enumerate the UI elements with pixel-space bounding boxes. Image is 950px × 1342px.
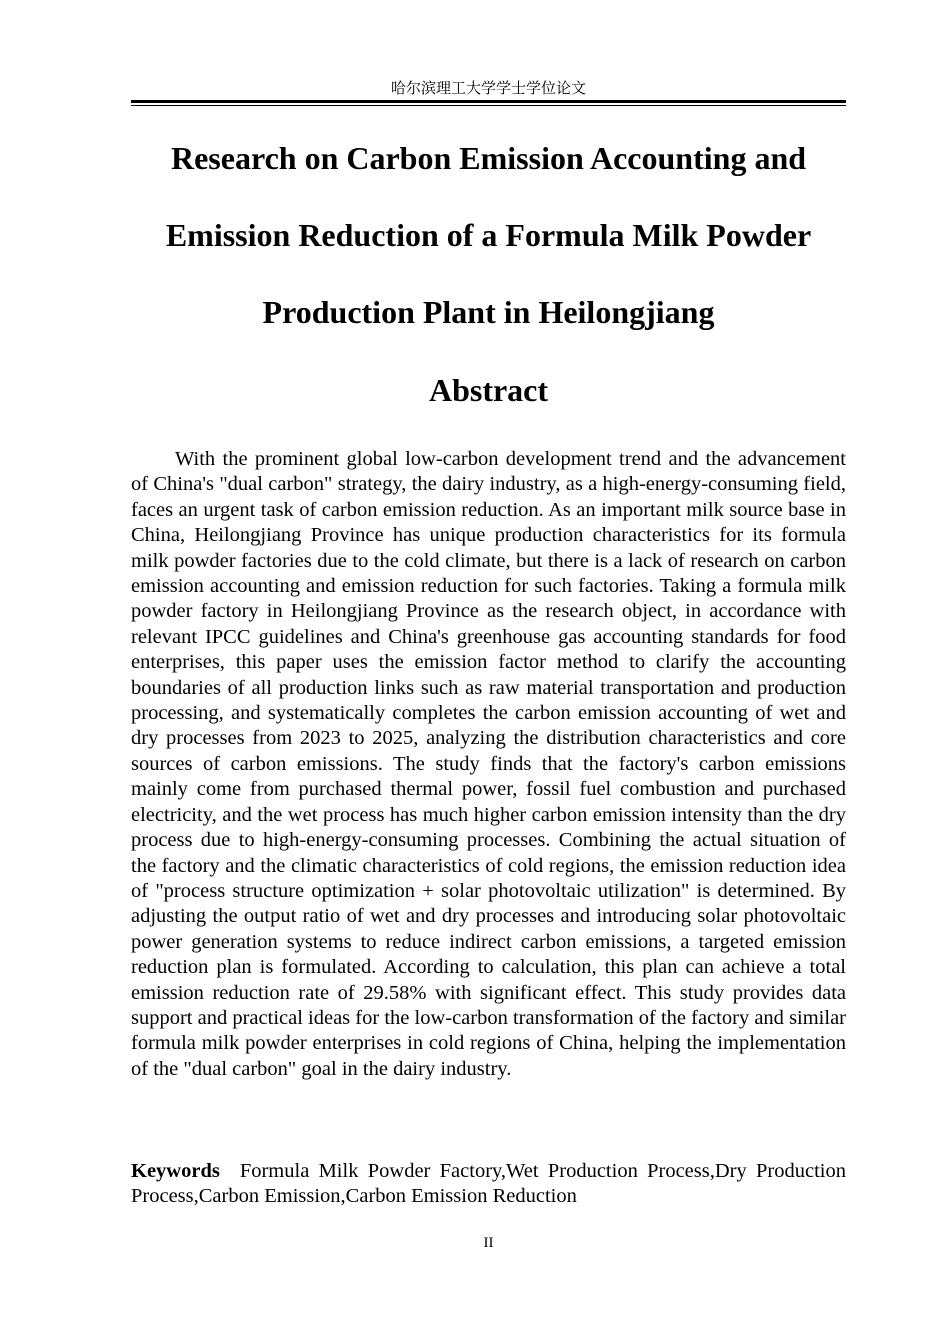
abstract-body: With the prominent global low-carbon development trend and the advancement of China's "dual carbon" strategy, the dairy industry, as a high-energy-consuming field, faces an urgent task of carbon emission reduction. As an important milk source base in China, Heilongjiang Province has unique production characteristics for its formula milk powder factories due to the cold climate, but there is a lack of research on carbon emission accounting and emission reduction for such factories. Taking a formula milk powder factory in Heilongjiang Province as the research object, in accordance with relevant IPCC guidelines and China's greenhouse gas accounting standards for food enterprises, this paper uses the emission factor method to clarify the accounting boundaries of all production links such as raw material transportation and production processing, and systematically completes the carbon emission accounting of wet and dry processes from 2023 to 2025, analyzing the distribution characteristics and core sources of carbon emissions. The study finds that the factory's carbon emissions mainly come from purchased thermal power, fossil fuel combustion and purchased electricity, and the wet process has much higher carbon emission intensity than the dry process due to high-energy-consuming processes. Combining the actual situation of the factory and the climatic characteristics of cold regions, the emission reduction idea of "process structure optimization + solar photovoltaic utilization" is determined. By adjusting the output ratio of wet and dry processes and introducing solar photovoltaic power generation systems to reduce indirect carbon emissions, a targeted emission reduction plan is formulated. According to calculation, this plan can achieve a total emission reduction rate of 29.58% with significant effect. This study provides data support and practical ideas for the low-carbon transformation of the factory and similar formula milk powder enterprises in cold regions of China, helping the implementation of the "dual carbon" goal in the dairy industry.: [131, 448, 846, 1080]
running-header: 哈尔滨理工大学学士学位论文: [390, 79, 586, 97]
header-rule-thick: [131, 100, 846, 103]
header-rule-thin: [131, 105, 846, 106]
abstract-heading: Abstract: [428, 372, 549, 408]
keywords-text: Formula Milk Powder Factory,Wet Production Process,Dry Production Process,Carbon Emission,Carbon Emission Reduction: [131, 1160, 846, 1208]
keywords-paragraph: [131, 1159, 846, 1210]
page-number: II: [483, 1235, 494, 1251]
keywords-label: Keywords: [131, 1160, 220, 1182]
thesis-title: Research on Carbon Emission Accounting and Emission Reduction of a Formula Milk Powder Production Plant in Heilongjiang: [165, 140, 812, 330]
